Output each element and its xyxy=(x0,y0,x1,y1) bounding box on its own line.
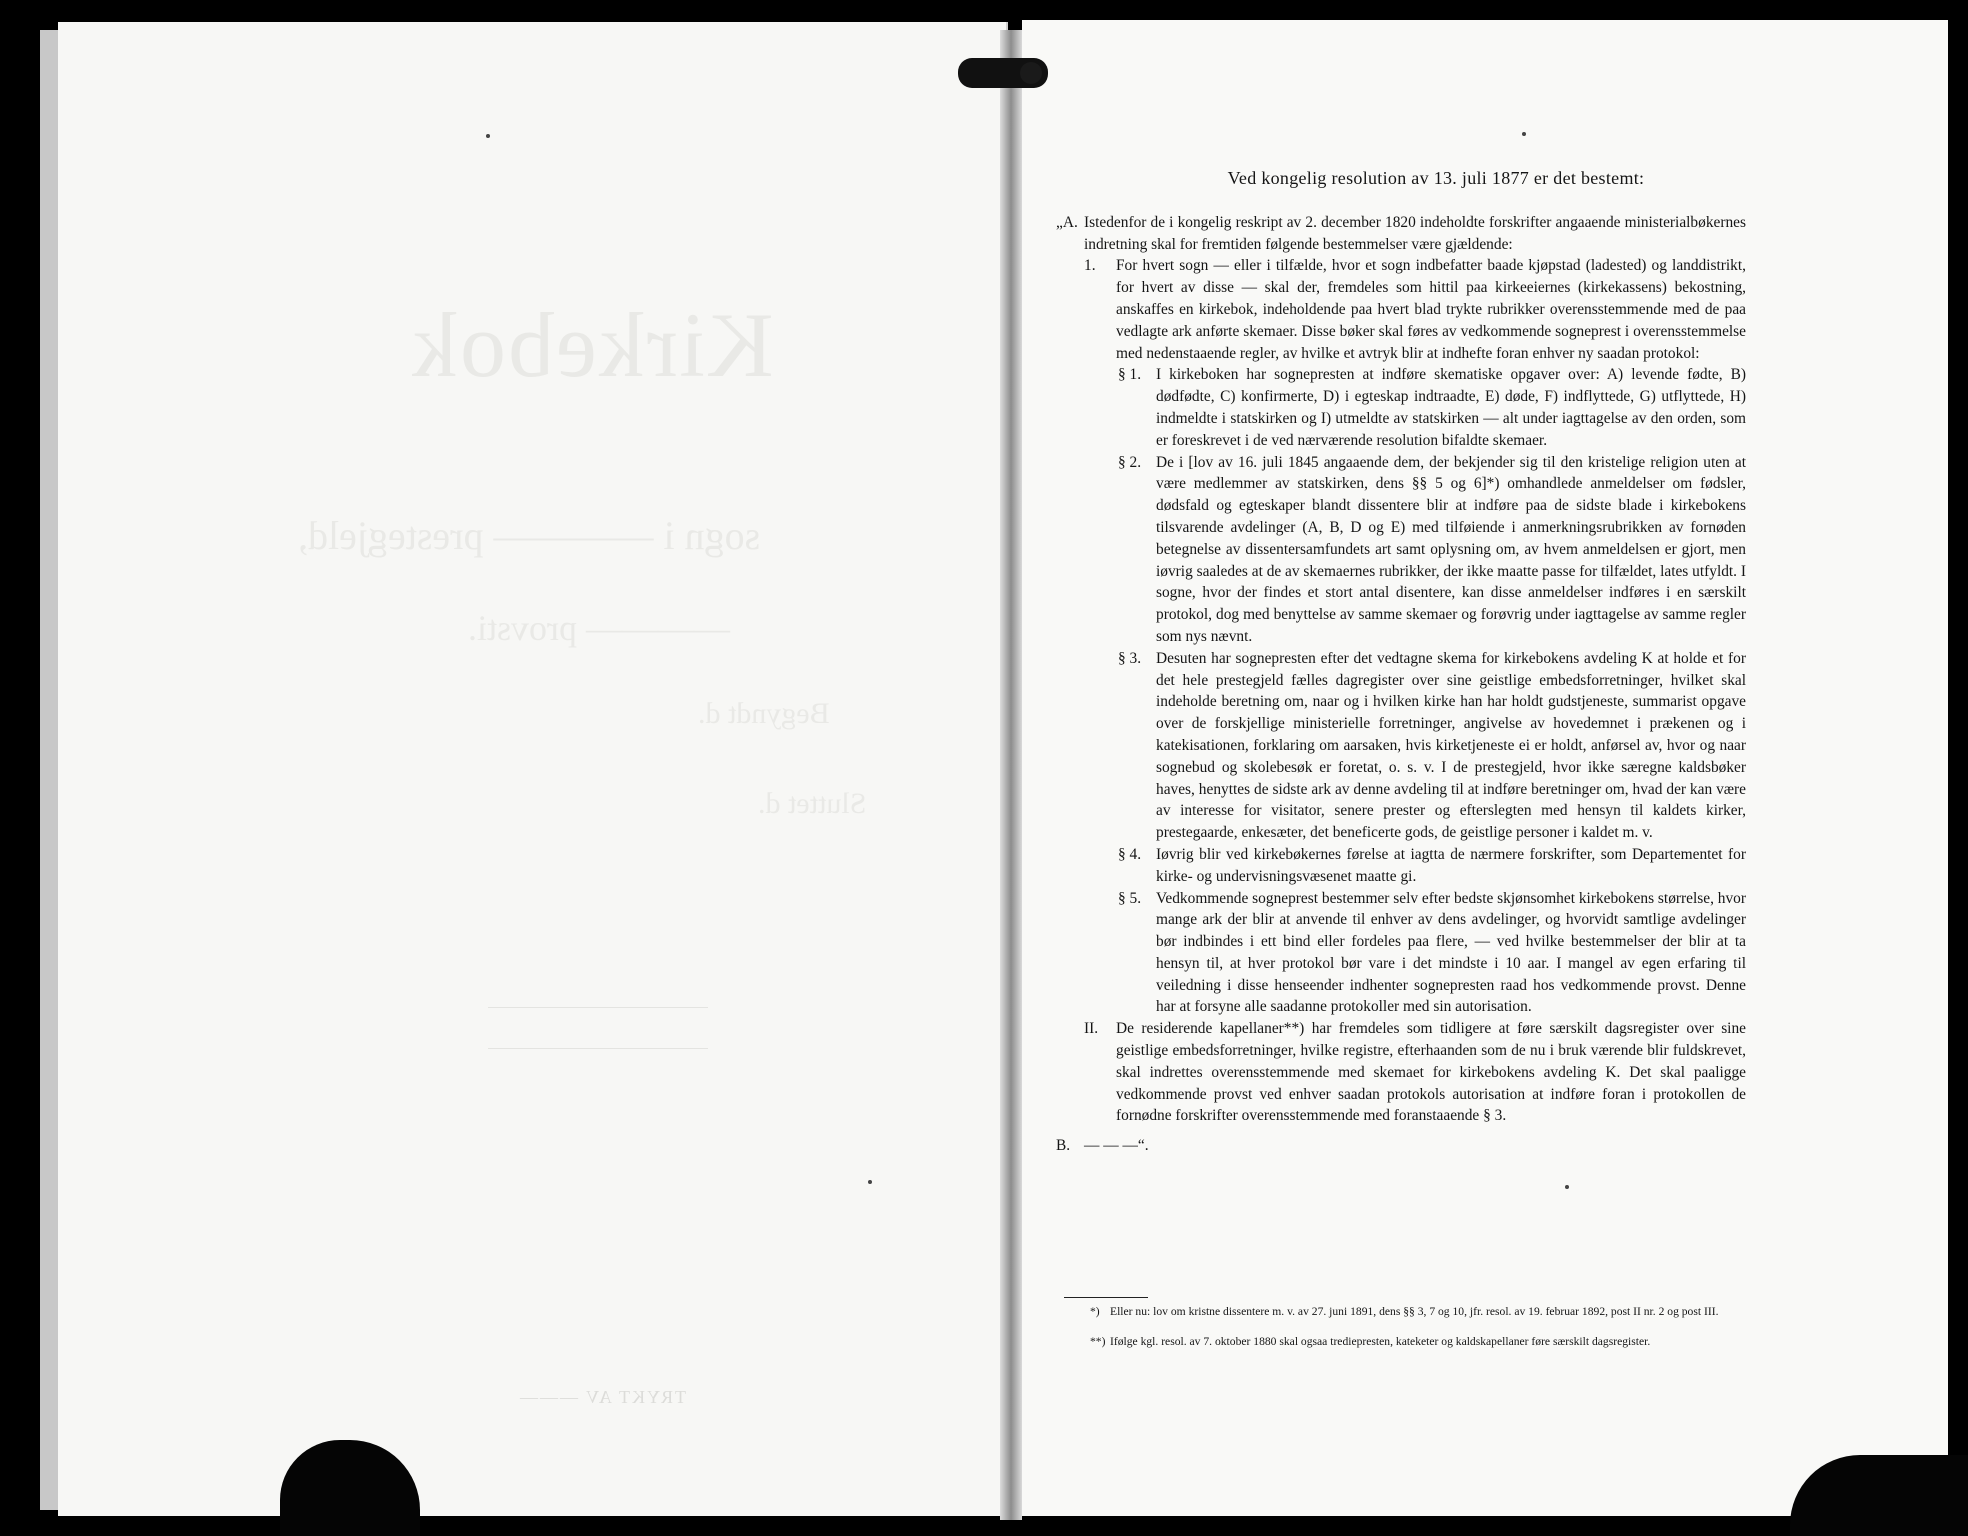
item-1-text: For hvert sogn — eller i tilfælde, hvor et sogn indbefatter baade kjøpstad (ladested) og landdistrikt, for hvert av disse — skal der, fremdeles som hittil paa kirkeeiernes (kirkekassens) bekostning, anskaffes en kirkebok, indeholdende paa hvert blad trykte rubrikker overensstemmende med de paa vedlagte ark anførte skemaer. Disse bøker skal føres av vedkommende sogneprest i overensstemmelse med nedenstaaende regler, av hvilke et avtryk blir at indhefte foran enhver ny saadan protokol: xyxy=(1116,257,1746,362)
bleed-through-line: Sluttet d. xyxy=(758,787,867,820)
item-2 xyxy=(1084,1018,1746,1127)
book-gutter xyxy=(1000,30,1022,1520)
binding-clip-knob xyxy=(1020,62,1042,84)
bleed-through-line: Begyndt d. xyxy=(698,697,830,730)
item-2-mark: II. xyxy=(1084,1020,1099,1038)
bleed-through-imprint: TRYKT AV ——— xyxy=(518,1387,687,1407)
footnote-1 xyxy=(1090,1304,1740,1320)
paragraph-text: Iøvrig blir ved kirkebøkernes førelse at iagtta de nærmere forskrifter, som Departementet for kirke- og undervisningsvæsenet maatte gi. xyxy=(1156,845,1746,885)
speck xyxy=(486,134,490,138)
paragraph-1 xyxy=(1118,364,1746,451)
footnote-mark: **) xyxy=(1090,1335,1106,1348)
footnote-text: Eller nu: lov om kristne dissentere m. v. av 27. juni 1891, dens §§ 3, 7 og 10, jfr. resol. av 19. februar 1892, post II nr. 2 og post III. xyxy=(1110,1305,1719,1318)
item-2-text: De residerende kapellaner**) har fremdeles som tidligere at føre særskilt dagsregister over sine geistlige embedsforretninger, hvilke registre, efterhaanden som de nu i bruk værende blir fuldskrevet, skal indrettes overensstemmende med skemaet for kirkebokens avdeling K. Det skal paaligge vedkommende provst ved enhver saadan protokols autorisation at indføre foran i protokollen de fornødne forskrifter overensstemmende med foranstaaende § 3. xyxy=(1116,1020,1746,1125)
bleed-through-line: sogn i ———— prestegjeld, xyxy=(298,513,761,558)
footnote-text: Ifølge kgl. resol. av 7. oktober 1880 skal ogsaa trediepresten, kateketer og kaldskapellaner føre særskilt dagsregister. xyxy=(1110,1335,1651,1348)
document-title: Ved kongelig resolution av 13. juli 1877 er det bestemt: xyxy=(1227,168,1645,188)
paragraph-4 xyxy=(1118,844,1746,888)
paragraph-text: De i [lov av 16. juli 1845 angaaende dem, der bekjender sig til den kristelige religion uten at være medlemmer av statskirken, dens §§ 5 og 6]*) omhandlede anmeldelser om fødsler, dødsfald og egteskaper blandt dissentere blir at indføre paa de sidste blade i kirkebokens tilsvarende avdelinger (A, B, D og E) med tilføiende i anmerkningsrubrikken av fornøden betegnelse av dissentersamfundets art samt oplysning om, av hvem anmeldelsen er gjort, men iøvrig saaledes at de av skemaernes rubrikker, der ikke maatte passe for tilfældet, lates utfyldt. I sogne, hvor der findes et stort antal disentere, kan disse anmeldelser indføres i en særskilt protokol, dog med benyttelse av samme skemaer og forøvrig under iagttagelse av samme regler som nys nævnt. xyxy=(1156,453,1747,645)
left-page-edge xyxy=(40,30,58,1510)
footnote-2 xyxy=(1090,1334,1740,1350)
speck xyxy=(1522,132,1526,136)
item-1-mark: 1. xyxy=(1084,257,1096,275)
section-a-mark: „A. xyxy=(1056,213,1078,231)
paragraph-text: I kirkeboken har sognepresten at indføre skematiske opgaver over: A) levende fødte, B) dødfødte, C) konfirmerte, D) i egteskap indtraadte, E) døde, F) indflyttede, G) utflyttede, H) indmeldte i statskirken og I) utmeldte av statskirken — alt under iagttagelse av den orden, som er foreskrevet i de ved nærværende resolution bifaldte skemaer. xyxy=(1156,366,1746,449)
paragraph-mark: § 3. xyxy=(1118,649,1142,667)
bleed-through-stamp xyxy=(488,1007,708,1049)
section-b-text: — — —“. xyxy=(1084,1137,1149,1155)
item-1 xyxy=(1084,255,1746,364)
paragraph-5 xyxy=(1118,888,1746,1019)
paragraph-mark: § 4. xyxy=(1118,845,1142,863)
bleed-through-title: Kirkebok xyxy=(410,294,774,396)
paragraph-text: Vedkommende sogneprest bestemmer selv efter bedste skjønsomhet kirkebokens størrelse, hvor mange ark der blir at anvende til enhver av dens avdelinger, og hvorvidt samtlige avdelinger bør indbindes i ett bind eller fordeles paa flere, — ved hvilke bestemmelser der blir at ta hensyn til, at hver protokol bør vare i det mindste i 10 aar. I mangel av egen erfaring til veiledning i disse henseender indhenter sognepresten raad hos vedkommende provst. Denne har at forsyne alle saadanne protokoller med sin autorisation. xyxy=(1156,889,1746,1016)
section-a xyxy=(1056,212,1746,256)
section-b-mark: B. xyxy=(1056,1137,1071,1155)
section-b xyxy=(1056,1135,1746,1157)
paragraph-2 xyxy=(1118,452,1746,648)
paragraph-text: Desuten har sognepresten efter det vedtagne skema for kirkebokens avdeling K at holde et for det hele prestegjeld fælles dagregister over sine geistlige embedsforretninger, hvilket skal indeholde beretning om, naar og i hvilken kirke han har holdt gudstjeneste, summarist opgave over de forskjellige ministerielle forretninger, angivelse av hovedemnet i prækenen og i katekisationen, forklaring om aarsaken, hvis kirketjeneste ei er holdt, anførsel av, hvor og naar sognebud og skolebesøk er foretat, o. s. v. I de prestegjeld, hvor ikke særegne kaldsbøker haves, henyttes de sidste ark av denne avdeling til at indføre beretninger om, hvad der kan være av interesse for visitator, senere prester og efterslegten med hensyn til kaldets kirker, prestegaarde, enkesæter, det beneficerte gods, de geistlige personer i kaldet m. v. xyxy=(1156,649,1746,842)
footnote-rule xyxy=(1064,1297,1148,1298)
footnote-mark: *) xyxy=(1090,1305,1100,1318)
left-page xyxy=(58,22,1008,1516)
section-a-text: Istedenfor de i kongelig reskript av 2. december 1820 indeholdte forskrifter angaaende ministerialbøkernes indretning skal for fremtiden følgende bestemmelser være gjældende: xyxy=(1084,213,1746,253)
resolution-text xyxy=(1056,168,1746,1157)
speck xyxy=(1565,1185,1569,1189)
paragraph-3 xyxy=(1118,648,1746,844)
paragraph-mark: § 5. xyxy=(1118,889,1142,907)
speck xyxy=(868,1180,872,1184)
paragraph-mark: § 2. xyxy=(1118,453,1142,471)
paragraph-mark: § 1. xyxy=(1118,366,1142,384)
bleed-through-line: ———— provsti. xyxy=(468,608,731,648)
